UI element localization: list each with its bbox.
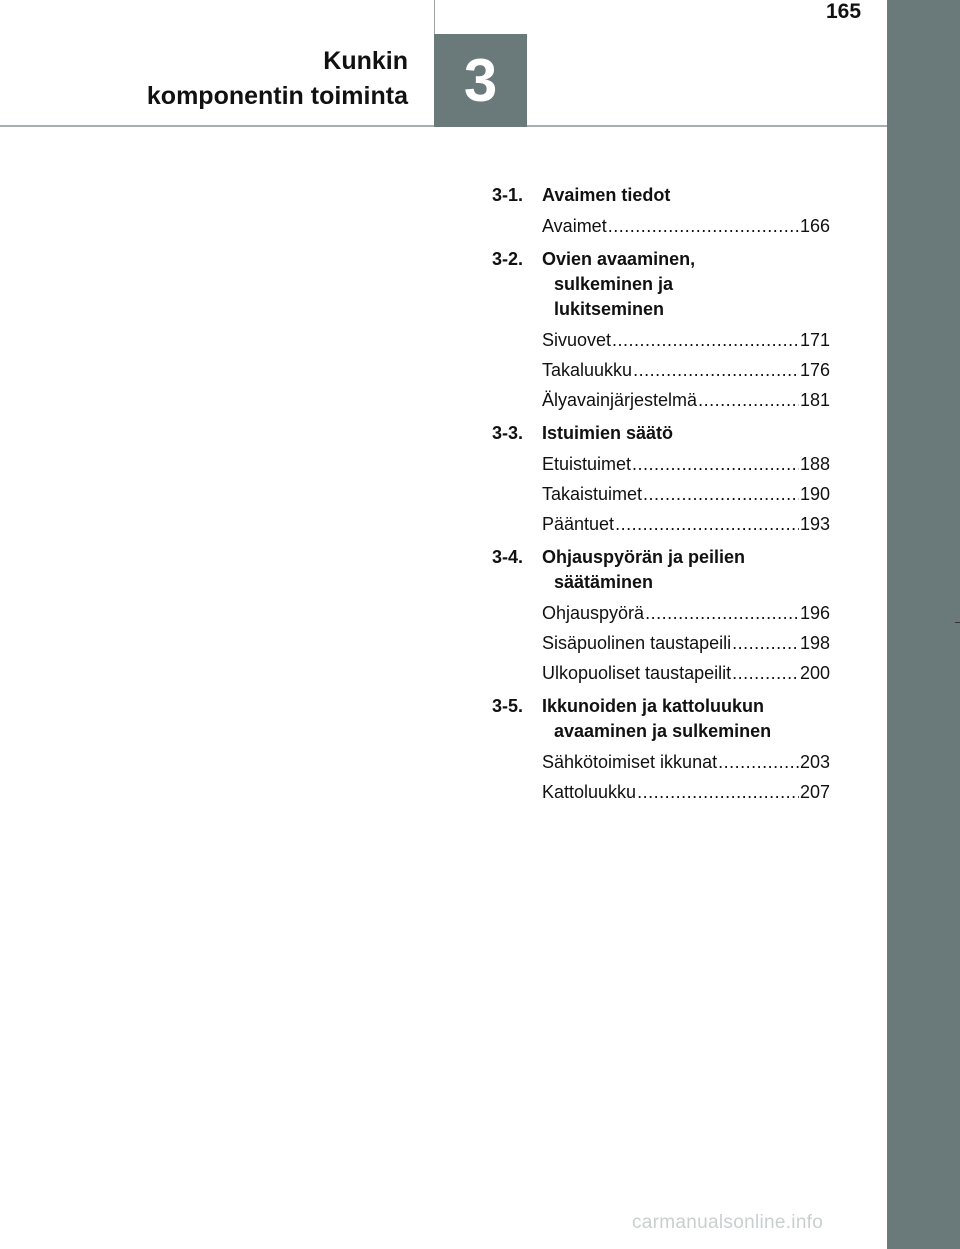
page-number: 165 <box>826 0 862 23</box>
entry-page: 196 <box>799 603 830 623</box>
entry-label: Takaistuimet <box>542 484 643 504</box>
entry-label: Ohjauspyörä <box>542 603 645 623</box>
entry-page: 207 <box>799 782 830 802</box>
toc-entry[interactable] <box>492 388 830 412</box>
toc-entry[interactable] <box>492 482 830 506</box>
entry-page: 171 <box>799 330 830 350</box>
toc-entry[interactable] <box>492 214 830 238</box>
dot-leader <box>637 780 799 804</box>
toc-entry[interactable] <box>492 631 830 655</box>
header-divider <box>434 0 435 34</box>
entry-page: 193 <box>799 514 830 534</box>
entry-page: 181 <box>799 390 830 410</box>
entry-label: Sähkötoimiset ikkunat <box>542 752 718 772</box>
toc-entry[interactable] <box>492 601 830 625</box>
chapter-side-tab <box>887 0 960 1249</box>
entry-label: Älyavainjärjestelmä <box>542 390 698 410</box>
toc-entry[interactable] <box>492 328 830 352</box>
toc-section-3-3[interactable] <box>492 421 830 446</box>
dot-leader <box>718 750 799 774</box>
toc-section-3-2[interactable] <box>492 247 830 322</box>
section-number: 3-2. <box>492 249 524 269</box>
dot-leader <box>633 358 799 382</box>
section-title: Avaimen tiedot <box>542 185 671 205</box>
entry-page: 203 <box>799 752 830 772</box>
entry-label: Takaluukku <box>542 360 633 380</box>
entry-label: Sisäpuolinen taustapeili <box>542 633 732 653</box>
entry-page: 200 <box>799 663 830 683</box>
dot-leader <box>632 452 799 476</box>
entry-label: Pääntuet <box>542 514 615 534</box>
entry-page: 198 <box>799 633 830 653</box>
table-of-contents <box>492 183 830 804</box>
dot-leader <box>615 512 799 536</box>
toc-section-3-1[interactable] <box>492 183 830 208</box>
chapter-title <box>147 44 408 114</box>
dot-leader <box>732 631 799 655</box>
entry-label: Ulkopuoliset taustapeilit <box>542 663 732 683</box>
toc-section-3-4[interactable] <box>492 545 830 595</box>
entry-label: Sivuovet <box>542 330 612 350</box>
entry-label: Avaimet <box>542 216 607 236</box>
dot-leader <box>608 214 799 238</box>
side-tab-mark <box>955 622 960 623</box>
dot-leader <box>612 328 799 352</box>
entry-label: Kattoluukku <box>542 782 637 802</box>
chapter-title-line2: komponentin toiminta <box>146 82 408 110</box>
dot-leader <box>645 601 799 625</box>
chapter-title-line1: Kunkin <box>323 47 408 75</box>
toc-section-3-5[interactable] <box>492 694 830 744</box>
section-number: 3-5. <box>492 696 524 716</box>
section-title: Ohjauspyörän ja peilien säätäminen <box>542 547 746 592</box>
toc-entry[interactable] <box>492 452 830 476</box>
toc-entry[interactable] <box>492 750 830 774</box>
section-title: Ovien avaaminen, sulkeminen ja lukitseminen <box>542 249 696 319</box>
entry-page: 188 <box>799 454 830 474</box>
toc-entry[interactable] <box>492 661 830 685</box>
section-number: 3-3. <box>492 423 524 443</box>
entry-page: 176 <box>799 360 830 380</box>
toc-entry[interactable] <box>492 780 830 804</box>
entry-label: Etuistuimet <box>542 454 632 474</box>
dot-leader <box>643 482 799 506</box>
toc-entry[interactable] <box>492 358 830 382</box>
section-number: 3-4. <box>492 547 524 567</box>
entry-page: 190 <box>799 484 830 504</box>
section-title: Ikkunoiden ja kattoluukun avaaminen ja sulkeminen <box>542 696 772 741</box>
entry-page: 166 <box>799 216 830 236</box>
section-number: 3-1. <box>492 185 524 205</box>
dot-leader <box>698 388 799 412</box>
dot-leader <box>732 661 799 685</box>
toc-entry[interactable] <box>492 512 830 536</box>
section-title: Istuimien säätö <box>542 423 674 443</box>
watermark: carmanualsonline.info <box>632 1212 824 1233</box>
chapter-number-box: 3 <box>434 34 527 127</box>
